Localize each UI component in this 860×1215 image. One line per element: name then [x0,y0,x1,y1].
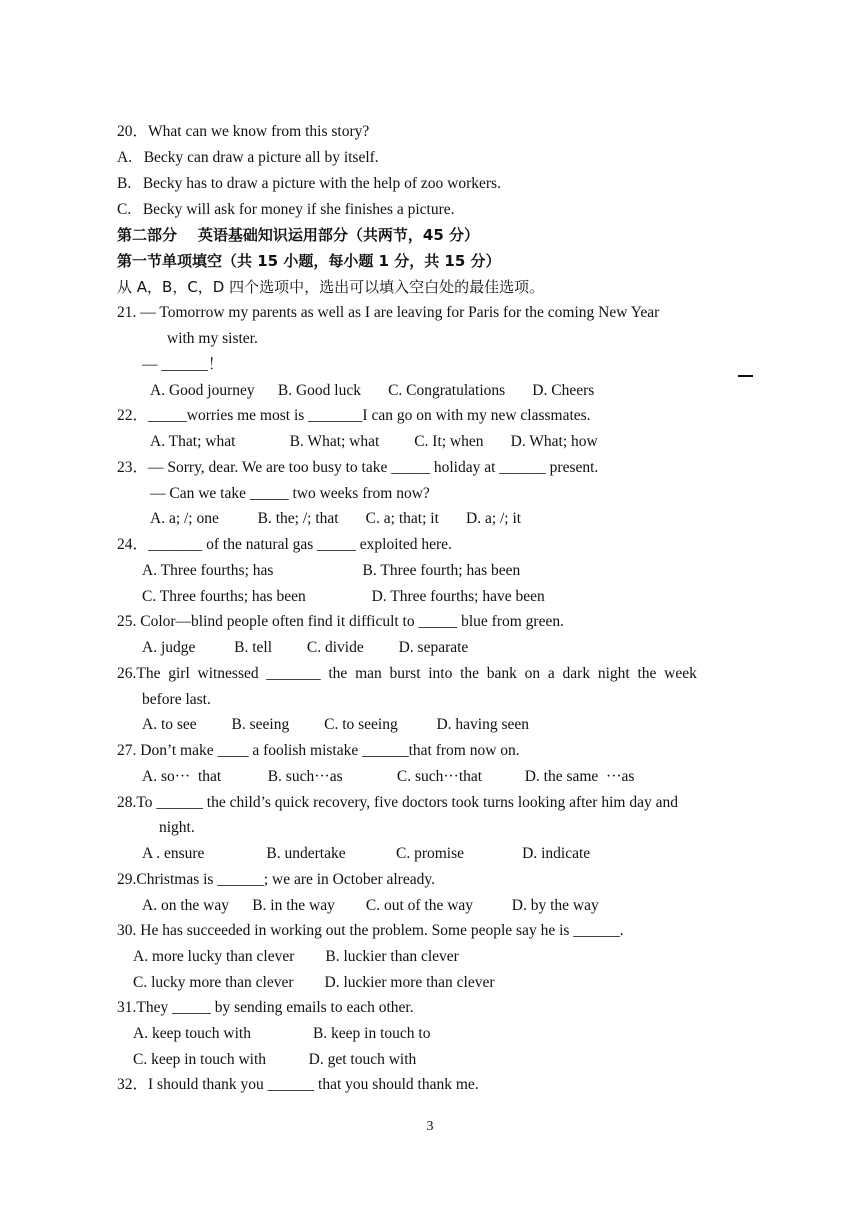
question-30-options-cd: C. lucky more than clever D. luckier more than clever [133,974,495,991]
question-26-cont: before last. [142,691,211,708]
question-27: 27. Don’t make ____ a foolish mistake ______that from now on. [117,742,520,759]
question-25-options: A. judge B. tell C. divide D. separate [142,639,469,656]
question-23-options: A. a; /; one B. the; /; that C. a; that; it D. a; /; it [150,510,522,527]
question-26-options: A. to see B. seeing C. to seeing D. having seen [142,716,530,733]
question-21-cont: with my sister. [167,330,258,347]
section-1-heading: 第一节单项填空（共 15 小题，每小题 1 分，共 15 分） [117,252,501,270]
question-23: 23．— Sorry, dear. We are too busy to take _____ holiday at ______ present. [117,459,599,476]
question-27-options: A. so··· that B. such···as C. such···that D. the same ···as [142,768,635,785]
margin-dash [738,375,753,377]
question-29: 29.Christmas is ______; we are in October already. [117,871,435,888]
question-25: 25. Color—blind people often find it difficult to _____ blue from green. [117,613,564,630]
question-20-option-c: C. Becky will ask for money if she finishes a picture. [117,201,455,218]
question-21: 21. — Tomorrow my parents as well as I are leaving for Paris for the coming New Year [117,304,660,321]
question-32: 32．I should thank you ______ that you should thank me. [117,1076,479,1093]
question-30: 30. He has succeeded in working out the problem. Some people say he is ______. [117,922,624,939]
question-24-options-cd: C. Three fourths; has been D. Three fourths; have been [142,588,545,605]
question-24: 24．_______ of the natural gas _____ exploited here. [117,536,452,553]
question-31-options-cd: C. keep in touch with D. get touch with [133,1051,417,1068]
question-26: 26.The girl witnessed _______ the man burst into the bank on a dark night the week [117,665,697,682]
question-20-option-b: B. Becky has to draw a picture with the help of zoo workers. [117,175,501,192]
question-24-options-ab: A. Three fourths; has B. Three fourth; has been [142,562,521,579]
question-31: 31.They _____ by sending emails to each other. [117,999,414,1016]
question-21-reply: — ______！ [142,356,224,373]
instructions: 从 A，B，C，D 四个选项中，选出可以填入空白处的最佳选项。 [117,278,545,296]
page-number: 3 [426,1119,434,1134]
question-31-options-ab: A. keep touch with B. keep in touch to [133,1025,431,1042]
question-28: 28.To ______ the child’s quick recovery, five doctors took turns looking after him day and [117,794,678,811]
question-23-reply: — Can we take _____ two weeks from now? [150,485,430,502]
part-2-heading: 第二部分 英语基础知识运用部分（共两节，45 分） [117,226,479,244]
question-28-options: A . ensure B. undertake C. promise D. indicate [142,845,591,862]
question-21-options: A. Good journey B. Good luck C. Congratulations D. Cheers [150,382,595,399]
question-22-options: A. That; what B. What; what C. It; when D. What; how [150,433,598,450]
question-29-options: A. on the way B. in the way C. out of the way D. by the way [142,897,599,914]
question-20-option-a: A. Becky can draw a picture all by itself. [117,149,379,166]
question-28-cont: night. [159,819,195,836]
question-30-options-ab: A. more lucky than clever B. luckier than clever [133,948,459,965]
question-20: 20．What can we know from this story? [117,123,370,140]
question-22: 22．_____worries me most is _______I can go on with my new classmates. [117,407,591,424]
